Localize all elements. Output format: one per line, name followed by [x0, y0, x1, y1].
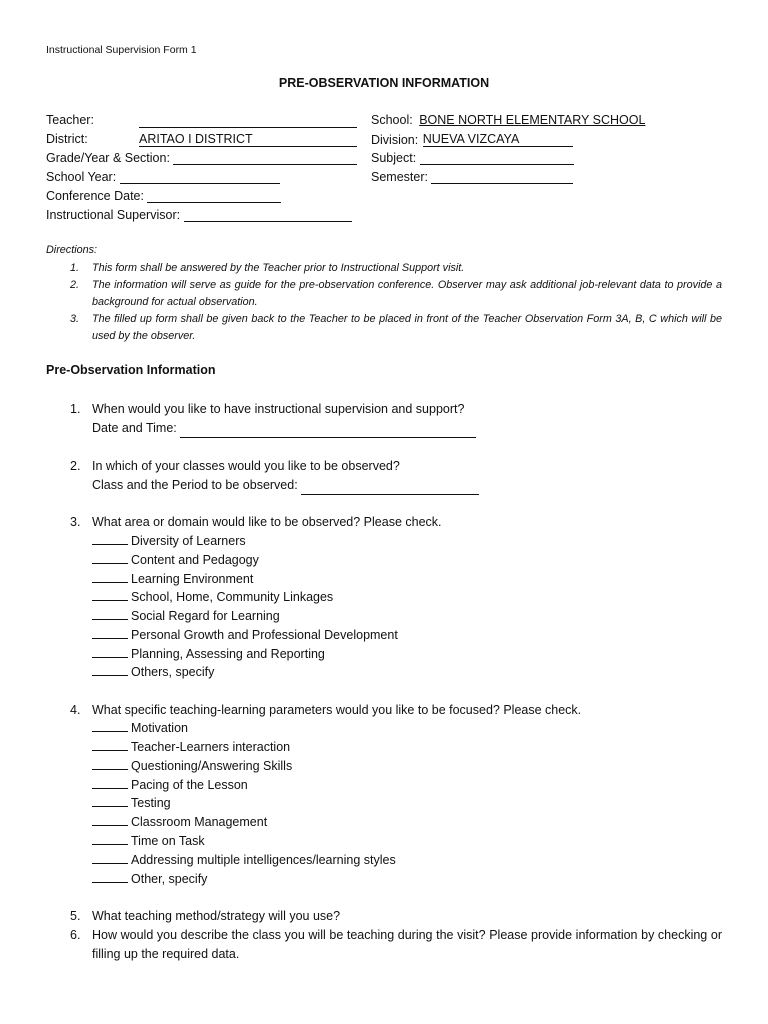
option-label: Learning Environment: [131, 572, 254, 586]
check-blank[interactable]: [92, 607, 128, 620]
date-time-field[interactable]: [180, 423, 476, 438]
section-title: Pre-Observation Information: [46, 363, 216, 377]
instructional-supervisor-field[interactable]: [184, 207, 352, 222]
direction-text: This form shall be answered by the Teacher prior to Instructional Support visit.: [92, 262, 465, 274]
parameter-option[interactable]: [92, 851, 396, 870]
parameter-option[interactable]: [92, 832, 205, 851]
parameter-option[interactable]: [92, 776, 248, 795]
option-label: Questioning/Answering Skills: [131, 759, 293, 773]
check-blank[interactable]: [92, 532, 128, 545]
check-blank[interactable]: [92, 813, 128, 826]
grade-section-field[interactable]: [173, 150, 357, 165]
class-period-label: Class and the Period to be observed:: [92, 478, 298, 492]
check-blank[interactable]: [92, 719, 128, 732]
question-number: 1.: [70, 402, 81, 416]
domain-option[interactable]: [92, 570, 253, 589]
question-number: 5.: [70, 909, 81, 923]
domain-option[interactable]: [92, 626, 398, 645]
domain-option[interactable]: [92, 663, 214, 682]
check-blank[interactable]: [92, 757, 128, 770]
direction-number: 2.: [70, 279, 80, 291]
directions-label: Directions:: [46, 244, 98, 256]
class-period-field[interactable]: [301, 480, 479, 495]
question-4: [70, 701, 722, 720]
option-label: Pacing of the Lesson: [131, 778, 248, 792]
option-label: Teacher-Learners interaction: [131, 740, 291, 754]
question-text: What specific teaching-learning parameters would you like to be focused? Please check.: [92, 703, 582, 717]
domain-option[interactable]: [92, 645, 325, 664]
conference-date-label: Conference Date:: [46, 189, 144, 203]
direction-text: The filled up form shall be given back to the Teacher to be placed in front of the Teacher Observation Form 3A, B, C which will be used by the observer.: [92, 313, 722, 342]
school-year-row: [46, 169, 280, 184]
school-value[interactable]: BONE NORTH ELEMENTARY SCHOOL: [419, 113, 646, 127]
grade-section-label: Grade/Year & Section:: [46, 151, 170, 165]
check-blank[interactable]: [92, 551, 128, 564]
district-value: ARITAO I DISTRICT: [139, 132, 253, 146]
option-label: Other, specify: [131, 872, 208, 886]
parameter-option[interactable]: [92, 719, 188, 738]
teacher-label: Teacher:: [46, 113, 94, 127]
check-blank[interactable]: [92, 663, 128, 676]
check-blank[interactable]: [92, 776, 128, 789]
option-label: Others, specify: [131, 665, 215, 679]
division-label: Division:: [371, 133, 419, 147]
check-blank[interactable]: [92, 588, 128, 601]
question-text: What area or domain would like to be observed? Please check.: [92, 515, 442, 529]
semester-field[interactable]: [431, 169, 573, 184]
check-blank[interactable]: [92, 626, 128, 639]
direction-number: 3.: [70, 313, 80, 325]
check-blank[interactable]: [92, 570, 128, 583]
grade-section-row: [46, 150, 357, 165]
teacher-field[interactable]: [139, 113, 357, 128]
division-field[interactable]: [423, 132, 573, 147]
option-label: Content and Pedagogy: [131, 553, 259, 567]
question-number: 4.: [70, 703, 81, 717]
question-1: [70, 400, 722, 438]
direction-text: The information will serve as guide for the pre-observation conference. Observer may ask additional job-relevant data to provide a background for actual observation.: [92, 279, 722, 308]
conference-date-field[interactable]: [147, 188, 281, 203]
question-number: 3.: [70, 515, 81, 529]
domain-option[interactable]: [92, 551, 259, 570]
question-3: [70, 513, 722, 532]
subject-row: [371, 150, 574, 165]
option-label: Testing: [131, 796, 171, 810]
instructional-supervisor-row: [46, 207, 352, 222]
option-label: Classroom Management: [131, 815, 268, 829]
date-time-label: Date and Time:: [92, 421, 177, 435]
question-text: What teaching method/strategy will you use?: [92, 909, 341, 923]
option-label: Social Regard for Learning: [131, 609, 280, 623]
division-row: [371, 132, 573, 147]
division-value: NUEVA VIZCAYA: [422, 132, 520, 146]
parameter-option[interactable]: [92, 757, 292, 776]
school-year-field[interactable]: [120, 169, 280, 184]
check-blank[interactable]: [92, 794, 128, 807]
question-number: 2.: [70, 459, 81, 473]
option-label: Addressing multiple intelligences/learning styles: [131, 853, 396, 867]
school-label: School:: [371, 113, 413, 127]
check-blank[interactable]: [92, 870, 128, 883]
check-blank[interactable]: [92, 738, 128, 751]
parameter-option[interactable]: [92, 738, 290, 757]
parameter-option[interactable]: [92, 813, 267, 832]
option-label: School, Home, Community Linkages: [131, 590, 334, 604]
domain-option[interactable]: [92, 532, 246, 551]
parameter-option[interactable]: [92, 794, 171, 813]
domain-option[interactable]: [92, 607, 280, 626]
domain-option[interactable]: [92, 588, 333, 607]
form-label: Instructional Supervision Form 1: [46, 44, 197, 56]
option-label: Time on Task: [131, 834, 205, 848]
subject-field[interactable]: [420, 150, 574, 165]
check-blank[interactable]: [92, 832, 128, 845]
question-6: [70, 926, 722, 964]
direction-item: [70, 311, 722, 345]
district-field[interactable]: [139, 132, 357, 147]
conference-date-row: [46, 188, 281, 203]
question-text: When would you like to have instructional supervision and support?: [92, 402, 465, 416]
school-year-label: School Year:: [46, 170, 117, 184]
option-label: Planning, Assessing and Reporting: [131, 647, 325, 661]
page-title: PRE-OBSERVATION INFORMATION: [278, 76, 490, 90]
option-label: Motivation: [131, 721, 188, 735]
check-blank[interactable]: [92, 645, 128, 658]
subject-label: Subject:: [371, 151, 417, 165]
option-label: Personal Growth and Professional Development: [131, 628, 398, 642]
question-text: In which of your classes would you like to be observed?: [92, 459, 400, 473]
direction-item: [70, 260, 722, 277]
teacher-value: [139, 113, 357, 128]
district-label: District:: [46, 132, 88, 146]
question-2: [70, 457, 722, 495]
school-row: [371, 113, 645, 127]
question-number: 6.: [70, 928, 81, 942]
question-text: How would you describe the class you will be teaching during the visit? Please provide information by checking or filling up the required data.: [92, 928, 722, 961]
option-label: Diversity of Learners: [131, 534, 246, 548]
direction-item: [70, 277, 722, 311]
instructional-supervisor-label: Instructional Supervisor:: [46, 208, 181, 222]
semester-label: Semester:: [371, 170, 428, 184]
semester-row: [371, 169, 573, 184]
parameter-option[interactable]: [92, 870, 207, 889]
direction-number: 1.: [70, 262, 80, 274]
check-blank[interactable]: [92, 851, 128, 864]
question-5: [70, 907, 722, 926]
